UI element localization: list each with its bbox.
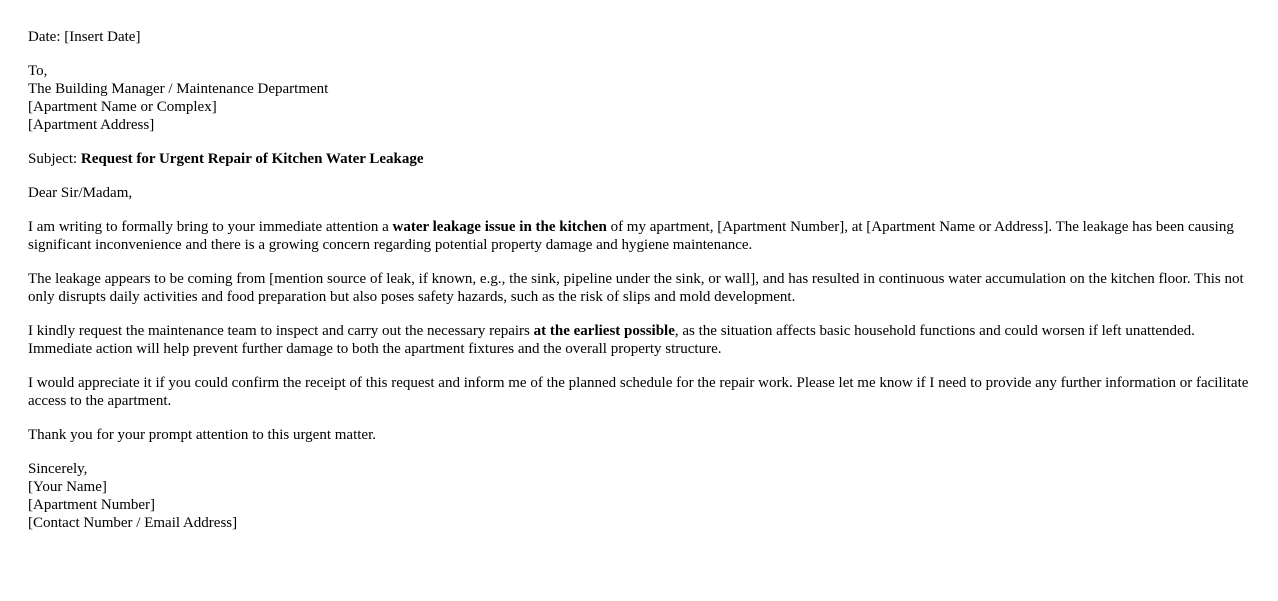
body-paragraph-4 (28, 374, 1250, 410)
paragraph-5-text: Thank you for your prompt attention to this urgent matter. (28, 427, 376, 443)
recipient-line-1: The Building Manager / Maintenance Department (28, 81, 329, 97)
body-paragraph-2 (28, 270, 1250, 306)
paragraph-3-after: , as the situation affects basic household functions and could worsen if left unattended. Immediate action will help prevent further damage to both the apartment fixtures and the overall property structure. (28, 323, 1195, 357)
date-text: Date: [Insert Date] (28, 29, 141, 45)
body-paragraph-1 (28, 218, 1250, 254)
recipient-block (28, 62, 1250, 134)
subject-line (28, 150, 1250, 168)
closing-contact: [Contact Number / Email Address] (28, 515, 238, 531)
letter (28, 28, 1250, 532)
closing-name: [Your Name] (28, 479, 107, 495)
salutation (28, 184, 1250, 202)
subject-label: Subject: (28, 151, 81, 167)
recipient-line-2: [Apartment Name or Complex] (28, 99, 217, 115)
paragraph-3-bold: at the earliest possible (533, 323, 675, 339)
paragraph-2-text: The leakage appears to be coming from [mention source of leak, if known, e.g., the sink, pipeline under the sink, or wall], and has resulted in continuous water accumulation on the kitchen floor. This not only disrupts daily activities and food preparation but also poses safety hazards, such as the risk of slips and mold development. (28, 271, 1244, 305)
body-paragraph-5 (28, 426, 1250, 444)
recipient-line-3: [Apartment Address] (28, 117, 155, 133)
subject-text: Request for Urgent Repair of Kitchen Water Leakage (80, 151, 424, 167)
paragraph-3-before: I kindly request the maintenance team to inspect and carry out the necessary repairs (28, 323, 534, 339)
paragraph-4-text: I would appreciate it if you could confirm the receipt of this request and inform me of the planned schedule for the repair work. Please let me know if I need to provide any further information or facilitate access to the apartment. (28, 375, 1249, 409)
paragraph-1-bold: water leakage issue in the kitchen (392, 219, 607, 235)
recipient-to: To, (28, 63, 48, 79)
salutation-text: Dear Sir/Madam, (28, 185, 133, 201)
closing-apartment: [Apartment Number] (28, 497, 156, 513)
closing-sign-off: Sincerely, (28, 461, 88, 477)
paragraph-1-after: of my apartment, [Apartment Number], at [Apartment Name or Address]. The leakage has been causing significant inconvenience and there is a growing concern regarding potential property damage and hygiene maintenance. (28, 219, 1234, 253)
body-paragraph-3 (28, 322, 1250, 358)
date-line (28, 28, 1250, 46)
paragraph-1-before: I am writing to formally bring to your immediate attention a (28, 219, 393, 235)
closing-block (28, 460, 1250, 532)
